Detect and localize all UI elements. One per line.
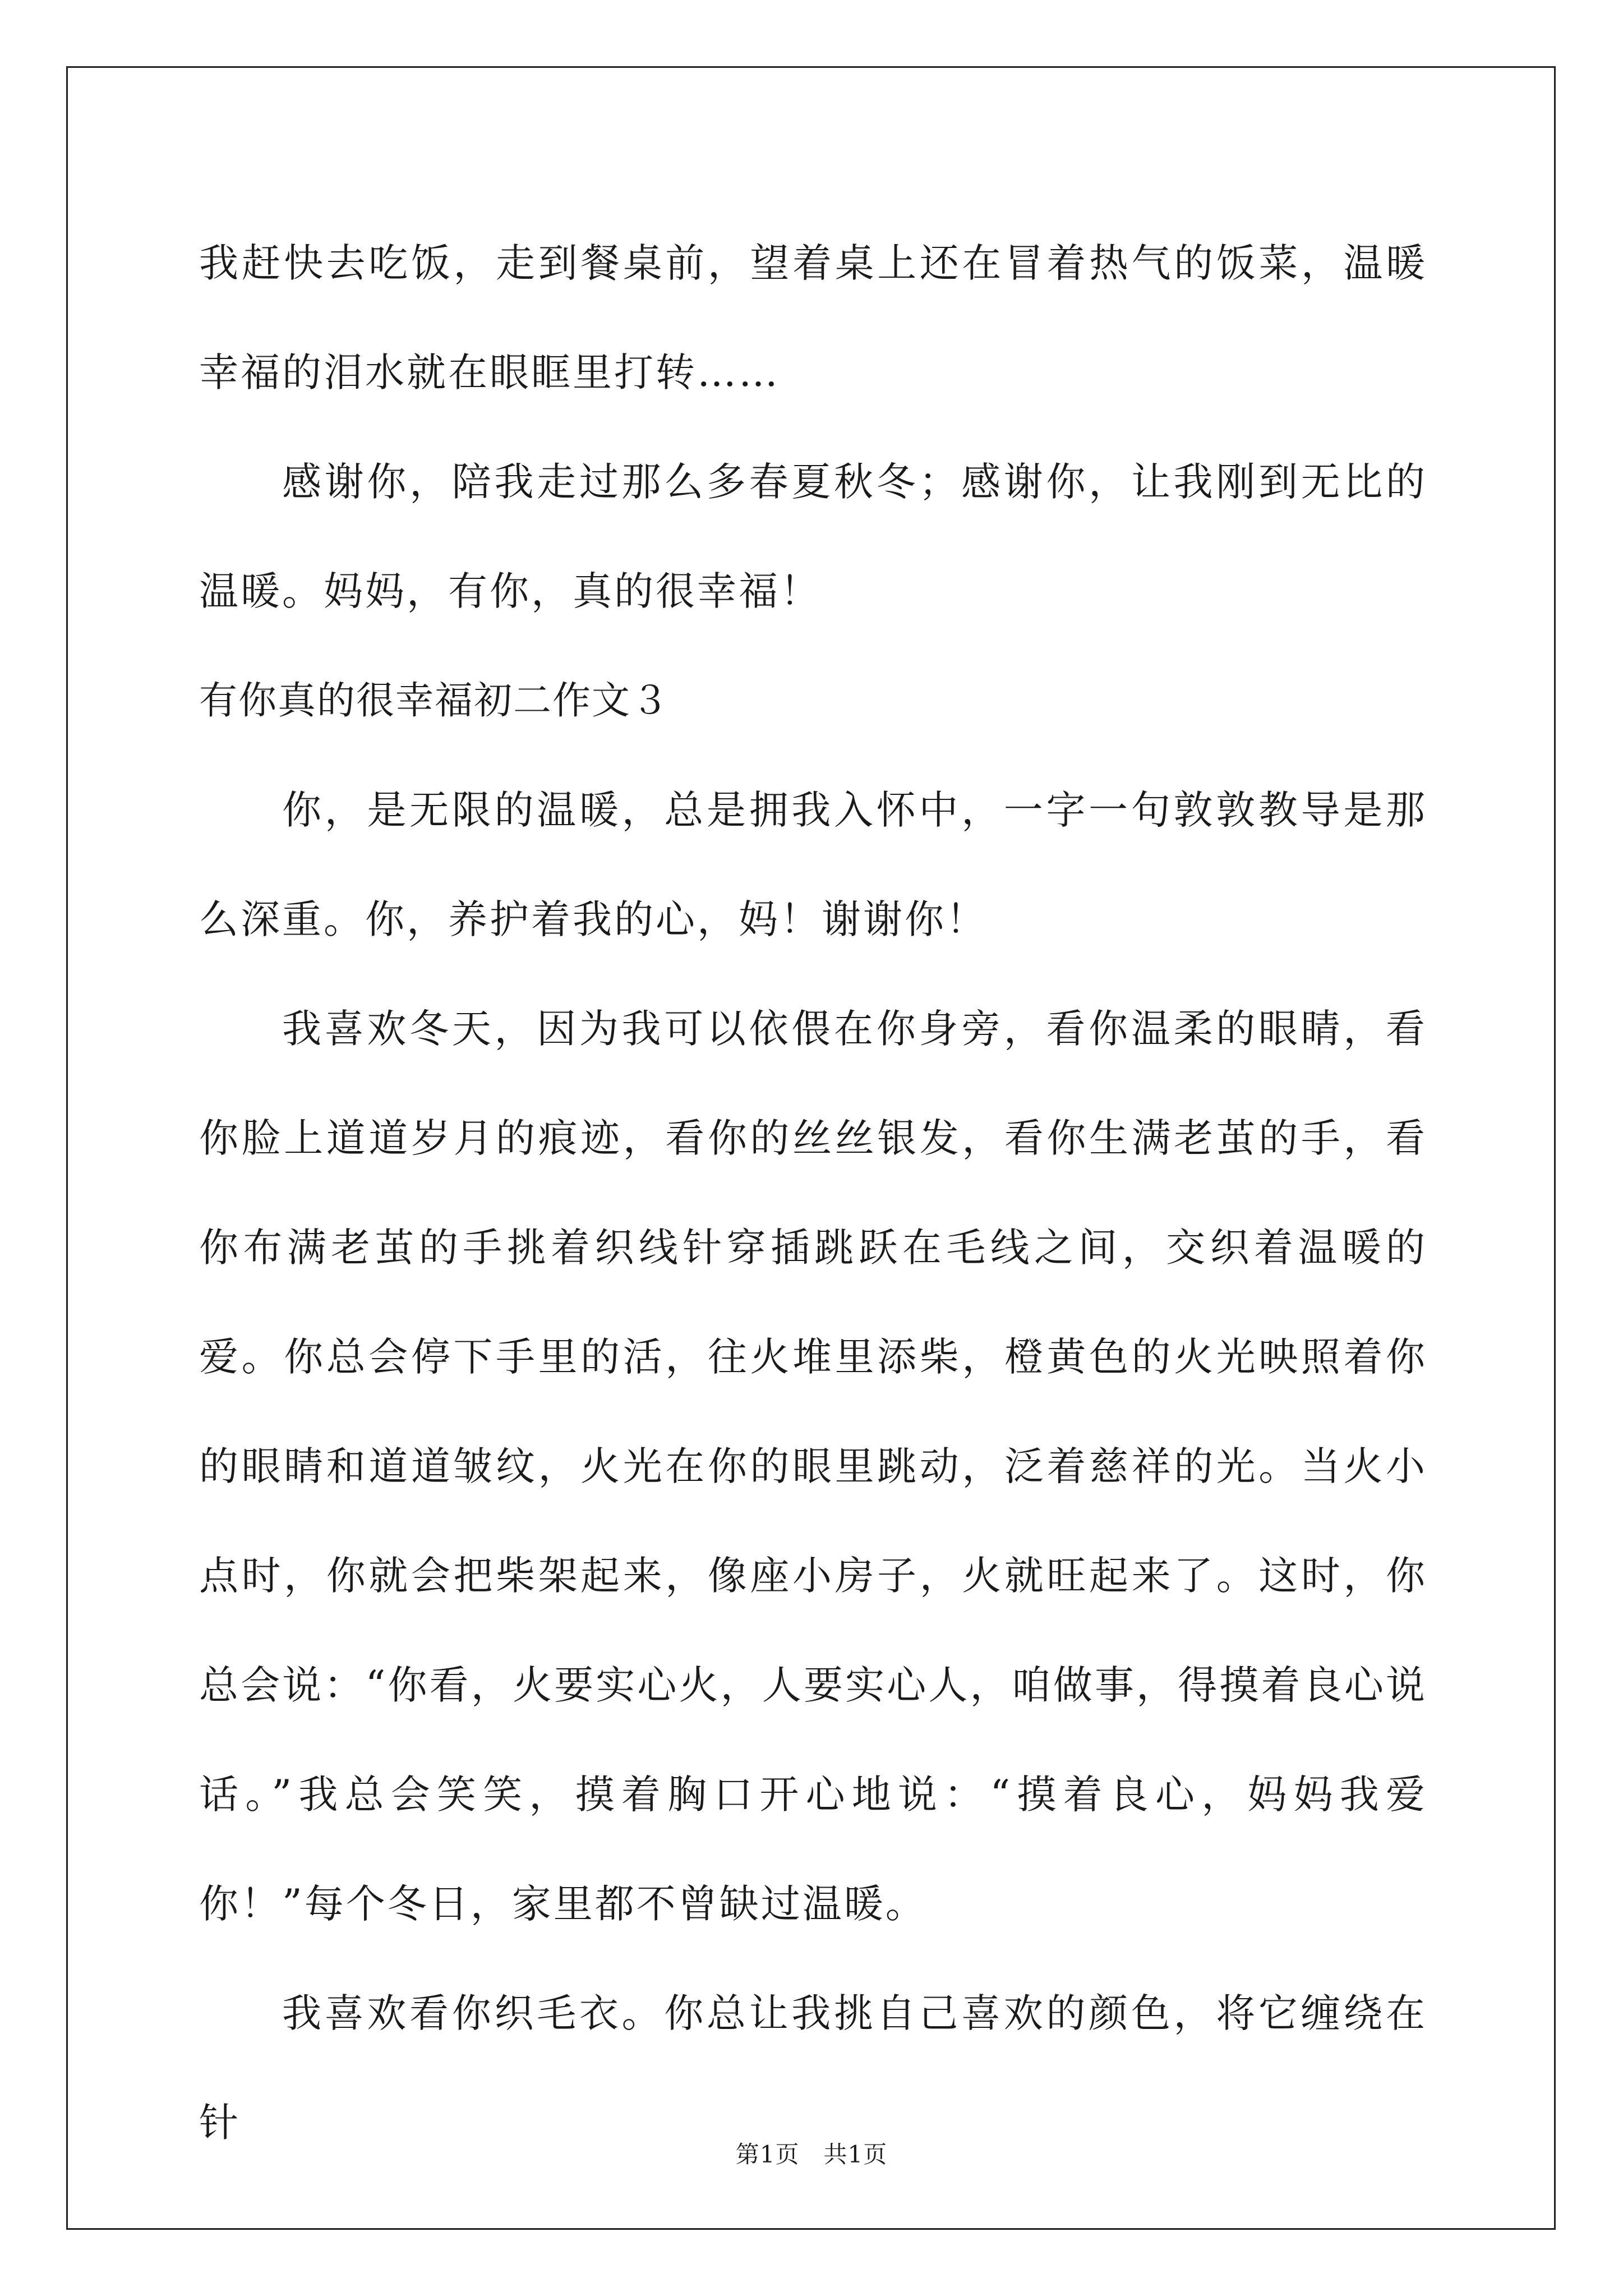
paragraph: 感谢你，陪我走过那么多春夏秋冬；感谢你，让我刚到无比的温暖。妈妈，有你，真的很幸福！ xyxy=(199,459,1427,614)
document-body xyxy=(199,209,1427,2178)
paragraph: 我喜欢看你织毛衣。你总让我挑自己喜欢的颜色，将它缠绕在针 xyxy=(199,1990,1427,2146)
paragraph: 我喜欢冬天，因为我可以依偎在你身旁，看你温柔的眼睛，看你脸上道道岁月的痕迹，看你的丝丝银发，看你生满老茧的手，看你布满老茧的手挑着织线针穿插跳跃在毛线之间，交织着温暖的爱。你总会停下手里的活，往火堆里添柴，橙黄色的火光映照着你的眼睛和道道皱纹，火光在你的眼里跳动，泛着慈祥的光。当火小点时，你就会把柴架起来，像座小房子，火就旺起来了。这时，你总会说：“你看，火要实心火，人要实心人，咱做事，得摸着良心说话。”我总会笑笑，摸着胸口开心地说：“摸着良心，妈妈我爱你！”每个冬日，家里都不曾缺过温暖。 xyxy=(199,1006,1427,1927)
paragraph: 我赶快去吃饭，走到餐桌前，望着桌上还在冒着热气的饭菜，温暖幸福的泪水就在眼眶里打转…… xyxy=(199,240,1427,395)
page-footer: 第1页 共1页 xyxy=(735,2141,888,2168)
section-heading: 有你真的很幸福初二作文３ xyxy=(199,679,671,723)
paragraph: 你，是无限的温暖，总是拥我入怀中，一字一句敦敦教导是那么深重。你，养护着我的心，妈！谢谢你！ xyxy=(199,787,1427,942)
